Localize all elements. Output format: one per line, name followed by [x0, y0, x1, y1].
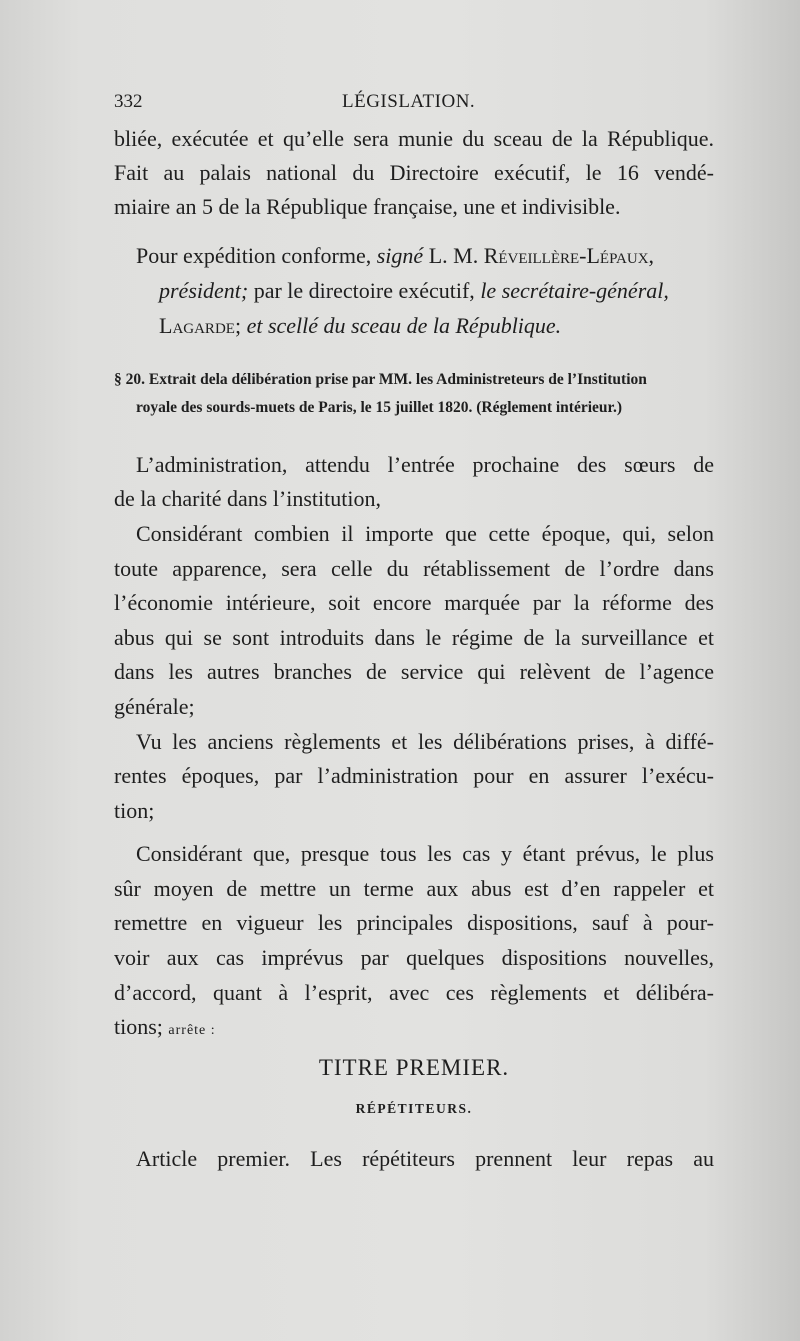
text-line: de la charité dans l’institution,: [114, 486, 381, 511]
article-line: Article premier. Les répétiteurs prennent leur repas au: [136, 1146, 714, 1171]
text-line: l’économie intérieure, soit encore marquée par la réforme des: [114, 590, 714, 615]
signature-line-3: Lagarde; et scellé du sceau de la République.: [159, 313, 562, 338]
arrete-label: arrête :: [168, 1023, 216, 1038]
subtitle-heading: RÉPÉTITEURS.: [355, 1101, 473, 1116]
section-note: royale des sourds-muets de Paris, le 15 juillet 1820. (Réglement intérieur.): [136, 399, 623, 416]
title-heading: TITRE PREMIER.: [318, 1055, 510, 1080]
text-line: Fait au palais national du Directoire exécutif, le 16 vendé-: [114, 160, 714, 185]
text-line: remettre en vigueur les principales dispositions, sauf à pour-: [114, 910, 714, 935]
page-header: [114, 91, 714, 121]
text-line: bliée, exécutée et qu’elle sera munie du sceau de la République.: [114, 126, 714, 151]
text-line: sûr moyen de mettre un terme aux abus est d’en rappeler et: [114, 876, 714, 901]
text-line: Considérant que, presque tous les cas y étant prévus, le plus: [136, 841, 714, 866]
text-line: générale;: [114, 694, 195, 719]
text-line: Vu les anciens règlements et les délibérations prises, à diffé-: [136, 729, 714, 754]
text-line: voir aux cas imprévus par quelques dispositions nouvelles,: [114, 945, 714, 970]
text-line: toute apparence, sera celle du rétablissement de l’ordre dans: [114, 556, 714, 581]
text-line: dans les autres branches de service qui relèvent de l’agence: [114, 659, 714, 684]
text-line: tions; arrête :: [114, 1014, 216, 1039]
text-line: Considérant combien il importe que cette époque, qui, selon: [136, 521, 714, 546]
text-line: rentes époques, par l’administration pour en assurer l’exécu-: [114, 763, 714, 788]
text-line: miaire an 5 de la République française, une et indivisible.: [114, 194, 621, 219]
page-number: 332: [114, 91, 143, 112]
text-line: tion;: [114, 798, 155, 823]
running-title: LÉGISLATION.: [342, 91, 476, 112]
text-line: L’administration, attendu l’entrée prochaine des sœurs de: [136, 452, 714, 477]
signature-line-1: Pour expédition conforme, signé L. M. Réveillère-Lépaux,: [136, 243, 655, 268]
signature-line-2: président; par le directoire exécutif, le secrétaire-général,: [159, 278, 669, 303]
text-line: d’accord, quant à l’esprit, avec ces règlements et délibéra-: [114, 980, 714, 1005]
text-line: abus qui se sont introduits dans le régime de la surveillance et: [114, 625, 714, 650]
section-note: § 20. Extrait dela délibération prise par MM. les Administreteurs de l’Institution: [114, 371, 647, 388]
